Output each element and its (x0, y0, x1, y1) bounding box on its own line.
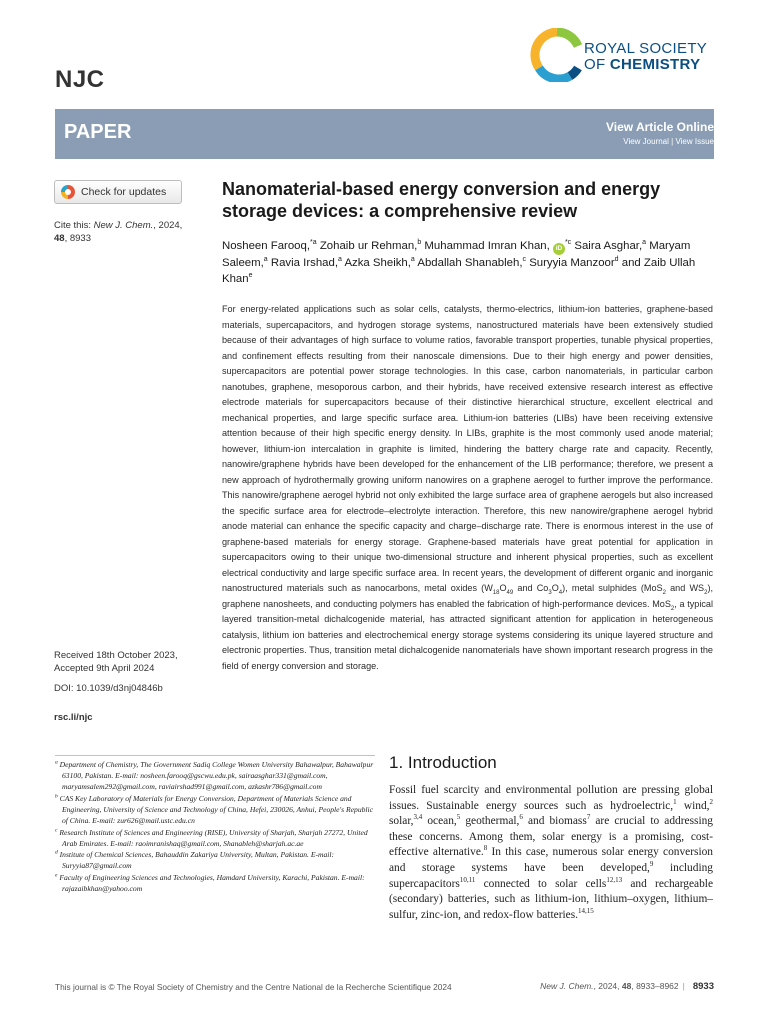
check-for-updates-label: Check for updates (81, 186, 167, 198)
section-heading: 1. Introduction (389, 753, 497, 772)
author-name: Abdallah Shanableh,$^c$ (417, 256, 527, 269)
citation-ref[interactable]: 6 (519, 813, 523, 822)
citation-ref[interactable]: 2 (709, 797, 713, 806)
publisher-line2: OF CHEMISTRY (584, 56, 701, 73)
citation-ref[interactable]: 12,13 (606, 875, 623, 884)
received-date: Received 18th October 2023, (54, 650, 178, 661)
check-for-updates-button[interactable] (54, 180, 182, 204)
article-title: Nanomaterial-based energy conversion and energy storage devices: a comprehensive review (222, 179, 661, 221)
author-name: Suryyia Manzoor$^d$ (529, 256, 619, 269)
footnote-item: $^b$ CAS Key Laboratory of Materials for Energy Conversion, Department of Materials Science and Engineering, University of Science and Technology of China, Hefei, 230026, Anhui, People's Republic of China. E-mail: zur626@mail.ustc.edu.cn (55, 793, 374, 825)
footnotes-divider (55, 755, 375, 756)
abstract: For energy-related applications such as solar cells, catalysts, thermo-electrics, lithium-ion batteries, graphene-based materials, supercapacitors, and hydrogen storage systems, nanostructured materials have been extensively studied because of their advantages of high surface to volume ratios, favorable transport properties, tunable physical properties, and confinement effects resulting from their nanoscale dimensions. Due to their high energy and power densities, supercapacitors are potential power storage technologies. In this case, carbon nanomaterials, in particular carbon nanotubes, graphene, mesoporous carbon, and their hybrids, have received extensive research interest as effective electrode materials for supercapacitors because of their distinctive hierarchical structure, excellent electrical and mechanical properties, and large specific surface area. Lithium-ion batteries (LIBs) have been receiving extensive attention because of their high specific energy density. In LIBs, graphite is the most commonly used anode material; however, lithium-ion intercalation in graphite is limited, hindering the battery charge rate and capacity. Recently, nanowire/graphene hybrids have been developed for the enhancement of the LIB performance; therefore, we present a new approach of hydrothermally growing uniform nanowires on a graphene aerogel to further improve the performance. This nanowire/graphene aerogel hybrid not only exhibited the large surface area of graphene aerogels but also increased the specific surface area for electrode–electrolyte interaction. Therefore, this new nanowire/graphene aerogel hybrid anode material can enhance the specific capacity and charge–discharge rate. There is enormous interest in the use of graphene-based materials for energy storage. Graphene-based materials have great potential for application in supercapacitors owing to their unique two-dimensional structure and inherent physical properties, such as excellent electrical conductivity and large specific surface area. In recent years, the development of different organic and inorganic nanostructured materials such as nanocarbons, metal oxides ($W_{18}O_{49}$ and $Co_3O_4$), metal sulphides (MoS$_2$ and $WS_2$), graphene nanosheets, and conducting polymers has enabled the fabrication of high-performance devices. MoS$_2$, a typical layered transition-metal dichalcogenide material, has attracted significant attention for application in heterogeneous catalysis, lithium ion batteries and electrochemical energy storage systems considering its unique layered structure and electronic properties. Thus, transition metal dichalcogenide nanomaterials have shown important research progress in the field of energy conversion and storage. (222, 304, 713, 671)
copyright-notice: This journal is © The Royal Society of Chemistry and the Centre National de la Recherche Scientifique 2024 (55, 982, 452, 992)
author-name: Nosheen Farooq,$^{*a}$ (222, 239, 317, 252)
link-separator: | (671, 137, 674, 146)
author-name: Ravia Irshad,$^a$ (270, 256, 342, 269)
footnote-item: $^c$ Research Institute of Sciences and Engineering (RISE), University of Sharjah, Sharjah 27272, United Arab Emirates. E-mail: raoimranishaq@gmail.com, Shanableh@sharjah.ac.ae (55, 827, 368, 848)
page-number: 8933 (692, 981, 714, 992)
view-article-online-link[interactable]: View Article Online (605, 120, 714, 134)
publisher-name[interactable] (584, 41, 707, 73)
introduction-paragraph: Fossil fuel scarcity and environmental pollution are pressing global issues. Sustainable energy sources such as hydroelectric,$^1$ wind,$^2$ solar,$^{3,4}$ ocean,$^5$ geothermal,$^6$ and biomass$^7$ are crucial to addressing these concerns. Among them, solar energy is a promising, cost-effective alternative.$^8$ In this case, numerous solar energy conversion and storage systems have been developed,$^9$ including supercapacitors$^{10,11}$ connected to solar cells$^{12,13}$ and rechargeable (secondary) batteries, such as lithium-ion, lithium–oxygen, lithium–sulfur, zinc-ion, and redox-flow batteries.$^{14,15}$ (389, 784, 714, 921)
accepted-date: Accepted 9th April 2024 (54, 663, 155, 674)
citation-ref[interactable]: 9 (649, 860, 654, 869)
orcid-icon[interactable]: iD (553, 243, 565, 255)
page-footer-citation: New J. Chem., 2024, 48, 8933–8962 | 8933 (540, 981, 714, 992)
author-name: Saira Asghar,$^a$ (574, 239, 647, 252)
article-type-banner (55, 109, 714, 159)
author-name: Azka Sheikh,$^a$ (344, 256, 415, 269)
author-name: Muhammad Imran Khan, $iD^{*c}$ (424, 240, 571, 252)
citation-ref[interactable]: 10,11 (459, 875, 476, 884)
citation-ref[interactable]: 14,15 (578, 906, 594, 915)
footnote-item: $^e$ Faculty of Engineering Sciences and Technologies, Hamdard University, Karachi, Pakistan. E-mail: rajazaibkhan@yahoo.com (55, 872, 365, 894)
citation-ref[interactable]: 8 (483, 844, 488, 853)
footnote-item: $^d$ Institute of Chemical Sciences, Bahauddin Zakariya University, Multan, Pakistan. E-mail: Suryyia87@gmail.com (55, 849, 335, 871)
citation-ref[interactable]: 3,4 (413, 813, 423, 822)
citation-ref[interactable]: 7 (586, 813, 591, 822)
view-issue-link[interactable]: View Issue (675, 137, 714, 146)
journal-issue-links (623, 137, 714, 146)
author-name: Zohaib ur Rehman,$^b$ (319, 239, 422, 252)
author-name: Maryam Saleem,$^a$ (222, 240, 691, 269)
view-journal-link[interactable]: View Journal (623, 137, 669, 146)
citation-ref[interactable]: 1 (673, 797, 677, 806)
publisher-line1: ROYAL SOCIETY (584, 40, 708, 57)
author-name: and Zaib Ullah Khan$^e$ (222, 257, 696, 285)
journal-name: NJC (55, 66, 105, 93)
doi[interactable]: DOI: 10.1039/d3nj04846b (54, 683, 163, 694)
footnote-item: $^a$ Department of Chemistry, The Government Sadiq College Women University Bahawalpur, Bahawalpur 63100, Pakistan. E-mail: nosheen.farooq@gscwu.edu.pk, sairaasghar331@gmail.com, maryamsalem292@gmail.com, raviairshad991@gmail.com, azkashr786@gmail.com (55, 759, 374, 792)
author-list (222, 238, 712, 287)
article-type: PAPER (64, 121, 132, 143)
crossmark-icon (61, 185, 75, 199)
journal-short-link[interactable]: rsc.li/njc (54, 712, 93, 723)
affiliation-footnotes (55, 759, 377, 895)
received-dates (54, 649, 214, 675)
citation-ref[interactable]: 5 (456, 813, 461, 822)
citation: Cite this: New J. Chem., 2024, 48, 8933 (54, 220, 183, 244)
